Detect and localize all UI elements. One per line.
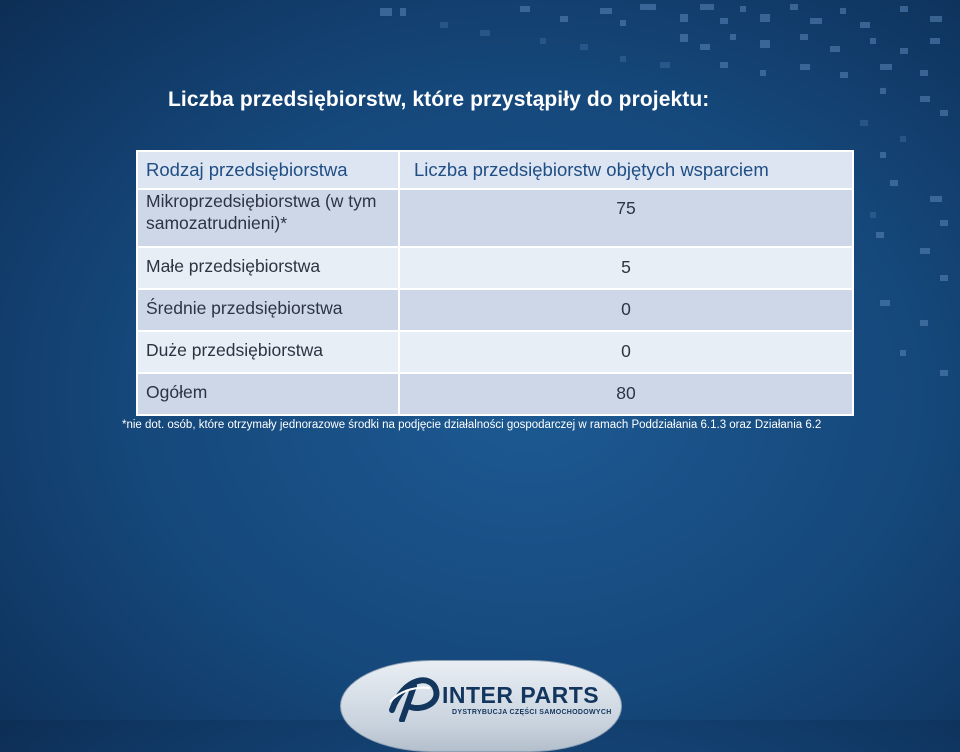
row-count: 0 <box>399 331 853 373</box>
row-type: Mikroprzedsiębiorstwa (w tym samozatrudnieni)* <box>137 189 399 247</box>
footnote: *nie dot. osób, które otrzymały jednorazowe środki na podjęcie działalności gospodarczej w ramach Poddziałania 6.1.3 oraz Działania 6.2 <box>122 419 822 431</box>
logo-subtitle: DYSTRYBUCJA CZĘŚCI SAMOCHODOWYCH <box>452 709 612 716</box>
row-count: 75 <box>399 189 853 247</box>
row-type: Średnie przedsiębiorstwa <box>137 289 399 331</box>
row-count: 0 <box>399 289 853 331</box>
header-enterprise-type: Rodzaj przedsiębiorstwa <box>137 151 399 189</box>
logo-ip-mark-icon <box>384 672 444 722</box>
logo-name: INTER PARTS <box>442 682 600 708</box>
table-row <box>137 289 853 331</box>
slide-title: Liczba przedsiębiorstw, które przystąpiły do projektu: <box>168 88 710 111</box>
row-type: Małe przedsiębiorstwa <box>137 247 399 289</box>
row-count: 80 <box>399 373 853 415</box>
table-row-total <box>137 373 853 415</box>
row-type: Duże przedsiębiorstwa <box>137 331 399 373</box>
company-logo <box>340 660 620 720</box>
table-header-row <box>137 151 853 189</box>
enterprise-table <box>136 150 854 416</box>
table-row <box>137 331 853 373</box>
table-row <box>137 189 853 247</box>
row-count: 5 <box>399 247 853 289</box>
table-row <box>137 247 853 289</box>
header-enterprise-count: Liczba przedsiębiorstw objętych wsparciem <box>399 151 853 189</box>
row-type: Ogółem <box>137 373 399 415</box>
